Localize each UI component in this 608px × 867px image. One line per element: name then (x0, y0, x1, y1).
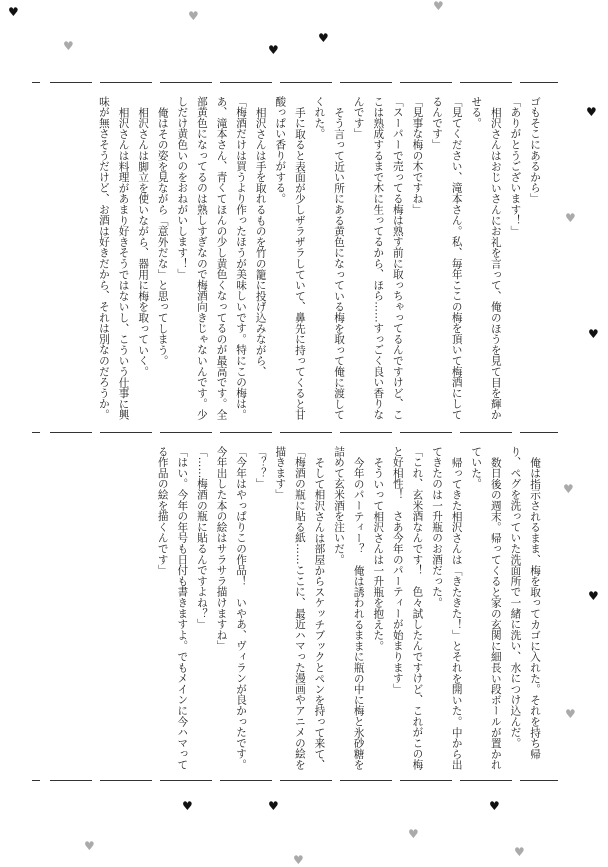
heart-icon: ♥ (268, 43, 279, 57)
heart-icon: ♥ (586, 105, 597, 119)
paragraph: そういって相沢さんは一升瓶を抱えた。 (372, 456, 385, 651)
paragraph: 俺はその姿を見ながら「意外だな」と思ってしまう。 (156, 106, 169, 366)
paragraph: 「これ、玄米酒なんです！ 色々試したんですけど、これがこの梅と好相性！ さあ今年のパーティーが始まります」 (391, 446, 424, 770)
divider (340, 432, 392, 433)
divider (100, 780, 152, 781)
divider (280, 780, 332, 781)
divider (280, 432, 332, 433)
upper-text-block (50, 96, 544, 426)
paragraph: 「ありがとうございます！」 (509, 96, 522, 237)
paragraph: 「見事な梅の木ですね」 (411, 96, 424, 215)
divider (520, 82, 558, 83)
paragraph: 相沢さんは料理があまり好きそうではないし、こういう仕事に興味が無さそうだけど、お酒は好きだから、それは別なのだろうか。 (97, 96, 130, 420)
lower-text-block (50, 446, 544, 774)
paragraph: そして相沢さんは部屋からスケッチブックとペンを持って来て、 (313, 456, 326, 770)
divider (460, 432, 512, 433)
paragraph: 「……梅酒の瓶に貼るんですよね？」 (195, 446, 208, 630)
divider (460, 780, 512, 781)
heart-icon: ♥ (268, 799, 279, 813)
paragraph: 手に取ると表面が少しザラザラしていて、鼻先に持ってくると甘酸っぱい香りがする。 (274, 96, 306, 420)
divider (50, 432, 92, 433)
heart-icon: ♥ (514, 845, 525, 859)
heart-icon: ♥ (318, 31, 329, 45)
heart-icon: ♥ (84, 839, 95, 853)
heart-icon: ♥ (293, 853, 304, 867)
paragraph: 「今年はやっぱりこの作品！ いやあ、ヴィランが良かったです。今年出した本の絵はサラサラ描けますね」 (215, 446, 248, 770)
paragraph: 相沢さんはおじいさんにお礼を言って、俺のほうを見て目を輝かせる。 (470, 96, 502, 420)
divider (400, 82, 452, 83)
divider (220, 82, 272, 83)
paragraph: 「スーパーで売ってる梅は熟す前に取っちゃってるんですけど、ここは熟成するまで木に生ってるから、ほら……すっごく良い香りなんです」 (352, 96, 404, 420)
paragraph: 「梅酒だけは買うより作ったほうが美味しいです。特にこの梅は。あ、滝本さん、青くてほんの少し黄色くなってるのが最高です。全部黄色になってるのは熟しすぎなので梅酒向きじゃないんです。少しだけ黄色いのをおねがいします！」 (176, 96, 248, 420)
paragraph: 俺は指示されるまま、梅を取ってカゴに入れた。それを持ち帰り、ペグを洗っていた洗面所で一緒に洗い、水につけ込んだ。 (509, 446, 541, 759)
divider (520, 432, 558, 433)
heart-icon: ♥ (408, 827, 419, 841)
paragraph: ゴもそこにあるから」 (529, 96, 541, 204)
divider (32, 432, 40, 433)
divider (520, 780, 558, 781)
paragraph: 「梅酒の瓶に貼る紙……ここに、最近ハマった漫画やアニメの絵を描きます」 (274, 446, 306, 770)
paragraph: 今年のパーティー？ 俺は誘われるままに瓶の中に梅と氷砂糖を詰めて玄米酒を注いだ。 (333, 446, 365, 770)
heart-icon: ♥ (433, 0, 444, 13)
divider (220, 780, 272, 781)
divider (50, 82, 92, 83)
divider (32, 82, 40, 83)
divider (100, 82, 152, 83)
divider (340, 82, 392, 83)
divider (220, 432, 272, 433)
divider (340, 780, 392, 781)
divider (400, 432, 452, 433)
divider (32, 780, 40, 781)
divider (160, 780, 212, 781)
heart-icon: ♥ (565, 707, 576, 721)
paragraph: 数日後の週末。帰ってくると家の玄関に細長い段ボールが置かれていた。 (470, 446, 502, 770)
divider (50, 780, 92, 781)
divider (280, 82, 332, 83)
divider (160, 432, 212, 433)
heart-icon: ♥ (63, 39, 74, 53)
heart-icon: ♥ (489, 799, 500, 813)
heart-icon: ♥ (188, 9, 199, 23)
divider (400, 780, 452, 781)
divider (460, 82, 512, 83)
paragraph: 相沢さんは手を取れるものを竹の籠に投げ込みながら、 (254, 106, 267, 377)
heart-icon: ♥ (8, 5, 19, 19)
divider (100, 432, 152, 433)
heart-icon: ♥ (182, 799, 193, 813)
paragraph: 「はい。今年の年号も日付も書きますよ。でもメインに今ハマってる作品の絵を描くんです」 (156, 446, 189, 770)
heart-icon: ♥ (565, 211, 576, 225)
paragraph: 「見てください、滝本さん。私、毎年ここの梅を頂いて梅酒にしてるんです」 (431, 96, 463, 420)
paragraph: 帰ってきた相沢さんは「きたきた！」とそれを開いた。中から出てきたのは一升瓶のお酒だった。 (431, 446, 463, 770)
heart-icon: ♥ (588, 327, 599, 341)
paragraph: 相沢さんは脚立を使いながら、器用に梅を取っていく。 (137, 106, 150, 377)
divider (160, 82, 212, 83)
heart-icon: ♥ (588, 589, 599, 603)
heart-icon: ♥ (563, 482, 574, 496)
paragraph: そう言って近い所にある黄色になっている梅を取って俺に渡してくれた。 (313, 96, 346, 420)
paragraph: 「？？」 (254, 446, 267, 490)
